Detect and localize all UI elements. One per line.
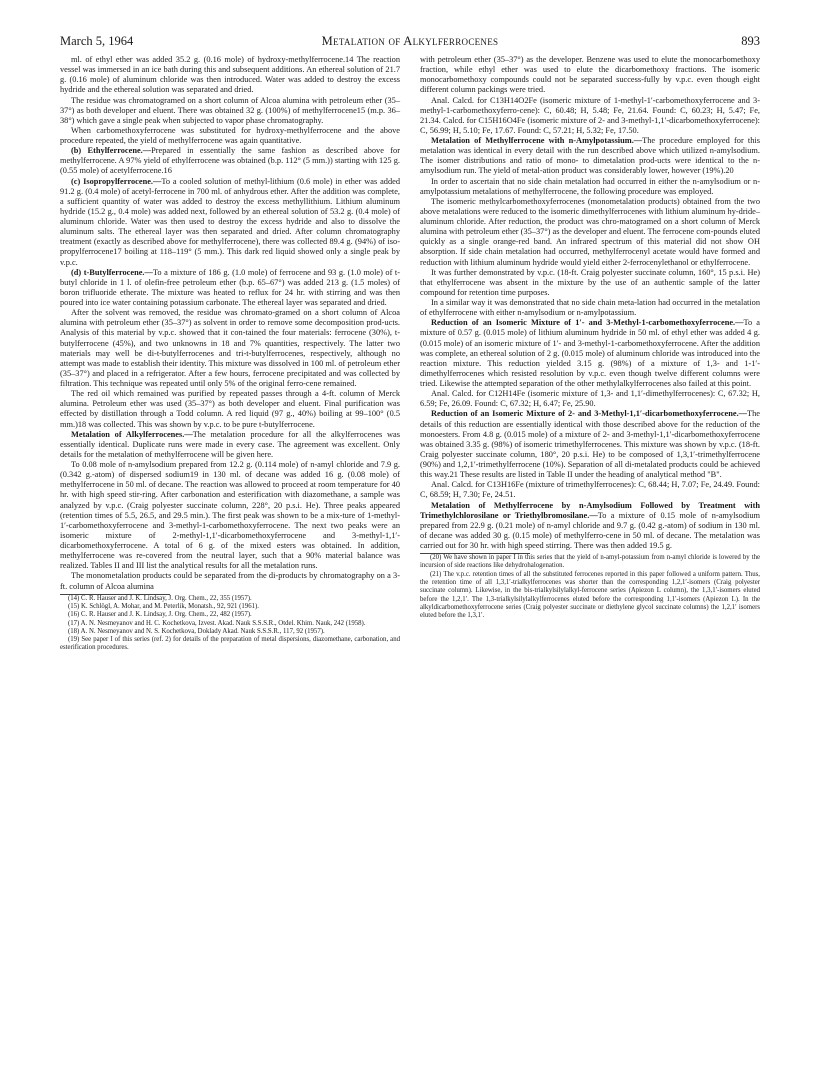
paragraph [60, 55, 400, 96]
paragraph [420, 268, 760, 298]
paragraph-text: Anal. Calcd. for C12H14Fe (isomeric mixture of 1,3- and 1,1′-dimethylferrocenes): C, 67.32; H, 6.59; Fe, 26.09. Found: C, 67.32; H, 6.47; Fe, 25.90. [420, 389, 760, 409]
paragraph [420, 55, 760, 96]
paragraph-text: Anal. Calcd. for C13H16Fe (mixture of trimethylferrocenes): C, 68.44; H, 7.07; Fe, 24.49. Found: C, 68.59; H, 7.30; Fe, 24.51. [420, 480, 760, 500]
paragraph [420, 409, 760, 480]
paragraph [60, 460, 400, 571]
header-date: March 5, 1964 [60, 34, 134, 48]
paragraph [420, 501, 760, 552]
paragraph [60, 177, 400, 268]
paragraph [60, 308, 400, 389]
header-page-number: 893 [741, 34, 760, 48]
section-heading: Reduction of an Isomeric Mixture of 1′- and 3-Methyl-1-carbomethoxyferrocene.— [431, 318, 744, 328]
footnote: (20) We have shown in paper I in this series that the yield of n-amyl-potassium from n-amyl chloride is lowered by the incursion of side reactions like dehydrohalogenation. [420, 554, 760, 570]
section-heading: Metalation of Alkylferrocenes.— [71, 429, 193, 439]
footnote: (19) See paper I of this series (ref. 2) for details of the preparation of metal dispersions, diazomethane, carbonation, and esterification procedures. [60, 636, 400, 652]
paragraph-text: The metalation procedure for all the alkylferrocenes was essentially identical. Duplicate runs were made in every case. The agreement was excellent. Only details for the metalation of methylferrocene will be given here. [60, 429, 400, 459]
section-heading: (d) t-Butylferrocene.— [71, 267, 153, 277]
left-column-body [60, 55, 400, 592]
paragraph [420, 480, 760, 500]
paragraph-text: Anal. Calcd. for C13H14O2Fe (isomeric mixture of 1-methyl-1′-carbomethoxyferrocene and 3-methyl-1-carbomethoxyferro-cene): C, 60.48; H, 5.48; Fe, 21.64. Found: C, 60.23; H, 5.47; Fe, 21.34. Calcd. for C15H16O4Fe (isomeric mixture of 2- and 3-methyl-1,1′-dicarbomethoxyferrocene): C, 56.99; H, 5.10; Fe, 17.67. Found: C, 57.21; H, 5.32; Fe, 17.50. [420, 95, 760, 135]
paragraph [420, 136, 760, 177]
paragraph-text: In a similar way it was demonstrated that no side chain meta-lation had occurred in the metalation of ethylferrocene with either n-amylsodium or n-amylpotassium. [420, 298, 760, 318]
paragraph-text: The isomeric methylcarbomethoxyferrocenes (monometalation products) obtained from the two above metalations were reduced to the isomeric dimethylferrocenes with lithium aluminum hy-dride–aluminum chloride. After reduction, the product was chro-matogramed on a short column of Merck alumina with petroleum ether (35–37°) as the developer and eluent. The ferrocene com-pounds eluted quickly as a single orange-red band. An infrared spectrum of this material did not show OH absorption. If side chain metalation had occurred, methylferrocenyl acetate would have formed and reduction with lithium aluminum hydride would yield either 2-ferrocenylethanol or ethylferrocene. [420, 196, 760, 267]
paragraph [60, 389, 400, 430]
paragraph [60, 430, 400, 460]
left-footnotes [60, 595, 400, 653]
section-heading: (b) Ethylferrocene.— [71, 146, 152, 156]
footnote: (14) C. R. Hauser and J. K. Lindsay, J. Org. Chem., 22, 355 (1957). [68, 594, 252, 602]
paragraph [420, 197, 760, 268]
section-heading: Metalation of Methylferrocene with n-Amylpotassium.— [431, 136, 643, 145]
running-header [60, 34, 760, 52]
paragraph [60, 146, 400, 176]
paragraph-text: ml. of ethyl ether was added 35.2 g. (0.16 mole) of hydroxy-methylferrocene.14 The reaction vessel was immersed in an ice bath during this and subsequent additions. An ethereal solution of 21.7 g. (0.16 mole) of aluminum chloride was then introduced. Water was added to destroy the excess hydride and the ethereal solution was separated and dried. [60, 55, 400, 95]
footnote: (16) C. R. Hauser and J. K. Lindsay, J. Org. Chem., 22, 482 (1957). [68, 611, 252, 619]
paragraph [420, 318, 760, 389]
right-column [420, 55, 760, 621]
paragraph-text: To 0.08 mole of n-amylsodium prepared from 12.2 g. (0.114 mole) of n-amyl chloride and 7.9 g. (0.342 g.-atom) of dispersed sodium19 in 130 ml. of decane was added 16 g. (0.08 mole) of methylferrocene in 50 ml. of decane. The reaction was allowed to proceed at room temperature for 40 hr. with high speed stir-ring. After carbonation and esterification with diazomethane, a sample was analyzed by v.p.c. (Craig polyester succinate column, 228°, 20 p.s.i. He). Three peaks appeared (retention times of 5.5, 26.5, and 29.5 min.). The first peak was shown to be a mix-ture of 1-methyl-1′-carbomethoxyferrocene and 3-methyl-1-carbomethoxyferrocene. The next two peaks were an isomeric mixture of 2-methyl-1,1′-dicarbomethoxyferrocene and 3-methyl-1,1′-dicarbomethoxyferrocene. A total of 6 g. of the mixed esters was obtained. In addition, methylferrocene was re-covered from the neutral layer, such that a 90% material balance was realized. Tables II and III list the analytical results for all the metalation runs. [60, 460, 400, 571]
section-heading: (c) Isopropylferrocene.— [71, 176, 162, 186]
paragraph [60, 96, 400, 126]
right-footnotes [420, 554, 760, 620]
paragraph-text: It was further demonstrated by v.p.c. (18-ft. Craig polyester succinate column, 160°, 15 p.s.i. He) that ethylferrocene was absent in the mixture by the use of an authentic sample of the latter compound for retention time purposes. [420, 267, 760, 297]
paragraph-text: When carbomethoxyferrocene was substituted for hydroxy-methylferrocene and the above procedure repeated, the yield of methylferrocene was again quantitative. [60, 125, 400, 145]
paragraph [60, 126, 400, 146]
paragraph [60, 571, 400, 591]
footnote: (17) A. N. Nesmeyanov and H. C. Kochetkova, Izvest. Akad. Nauk S.S.S.R., Otdel. Khim. Nauk, 242 (1958). [68, 619, 366, 627]
paragraph-text: The residue was chromatogramed on a short column of Alcoa alumina with petroleum ether (35–37°) as both developer and eluent. There was obtained 32 g. (100%) of methylferrocene15 (m.p. 36–38°) which gave a single peak when subjected to vapor phase chromatography. [60, 95, 400, 125]
paragraph [420, 389, 760, 409]
paragraph-text: Prepared in essentially the same fashion as described above for methylferrocene. A 97% yield of ethylferrocene was obtained (b.p. 112° (5 mm.)) starting with 125 g. (0.55 mole) of acetylferrocene.16 [60, 146, 400, 176]
footnote: (21) The v.p.c. retention times of all the substituted ferrocenes reported in this paper followed a uniform pattern. Thus, the retention time of all 1,3,1′-trialkylferrocenes was shorter than the corresponding 1,2,1′-isomers (Craig polyester succinate column). Likewise, in the bis-trialkylsilylalkyl-ferrocene series (Apiezon L column), the 1,3,1′-isomers eluted before the 1,2,1′. The 1,3-trialkylsilylalkylferrocenes eluted before the corresponding 1,1′-isomers (Apiezon L). In the alkyldicarbomethoxyferrocene series (Craig polyester succinate or diethylene glycol succinate columns) the 1,2,1′ isomers eluted before the 1,3,1′. [420, 570, 760, 620]
paragraph-text: After the solvent was removed, the residue was chromato-gramed on a short column of Alcoa alumina with petroleum ether (35–37°) as solvent in order to remove some decomposition prod-ucts. Analysis of this material by v.p.c. showed that it con-tained the four materials: ferrocene (30%), t-butylferrocene (45%), and two unknowns in 18 and 7% quantities, respectively. The latter two materials may well be di-t-butylferrocenes and tri-t-butylferrocenes, respectively, although no attempt was made to establish their identity. This mixture was dissolved in 100 ml. of petroleum ether (35–37°) and placed in a refrigerator. After a few hours, ferrocene precipitated and was collected by filtration. This technique was repeated until only 5% of the original ferro-cene remained. [60, 308, 400, 388]
paragraph-text: The details of this reduction are essentially identical with those described above for the reduction of the monoesters. From 4.8 g. (0.015 mole) of a mixture of 2- and 3-methyl-1,1′-dicarbomethoxyferrocene was obtained 3.35 g. (98%) of isomeric trimethylferrocenes. This mixture was shown by v.p.c. (18-ft. Craig polyester succinate column, 180°, 20 p.s.i. He) to be composed of 1,3,1′-trimethylferrocene (90%) and 1,2,1′-trimethylferrocene (10%). Separation of all di-metalated products could be achieved this way.21 These results are listed in Table II under the heading of analytical method "B". [420, 409, 760, 480]
paragraph-text: To a cooled solution of methyl-lithium (0.6 mole) in ether was added 91.2 g. (0.4 mole) of acetyl-ferrocene in 700 ml. of anhydrous ether. After the addition was complete, a sufficient quantity of water was added to destroy the excess methyllithium. Lithium aluminum hydride (15.2 g., 0.4 mole) was added next, followed by an ethereal solution of 53.2 g. (0.4 mole) of aluminum chloride. Water was then used to destroy the excess hydride and also to dissolve the aluminum salts. The ethereal layer was then separated and dried. After column chromatography treatment (exactly as described above for methylferrocene), there was collected 89.4 g. (94%) of iso-propylferrocene17 boiling at 118–119° (5 mm.). This dark red liquid showed only a single peak by v.p.c. [60, 176, 400, 267]
paragraph [420, 177, 760, 197]
paragraph-text: The red oil which remained was purified by repeated passes through a 4-ft. column of Merck alumina. Petroleum ether was used (35–37°) as both developer and eluent. Final purification was effected by distillation through a Todd column. A red liquid (97 g., 40%) boiling at 99–100° (0.5 mm.)18 was collected. This was shown by v.p.c. to be pure t-butylferrocene. [60, 389, 400, 429]
paragraph [60, 268, 400, 309]
paragraph-text: The procedure employed for this metalation was identical in every detail with the run described above which utilized n-amylsodium. The isomer distributions and ratio of mono- to dimetalation prod-ucts were identical to the n-amylsodium run. The yield of metal-ation product was considerably lower, however (19%).20 [420, 136, 760, 176]
section-heading: Metalation of Methylferrocene by n-Amylsodium Followed by Treatment with Trimethylchlorosilane or Triethylbromosilane.— [420, 500, 760, 520]
paragraph-text: The monometalation products could be separated from the di-products by chromatography on a 3-ft. column of Alcoa alumina [60, 571, 400, 591]
header-title: Metalation of Alkylferrocenes [321, 34, 499, 48]
paragraph-text: To a mixture of 186 g. (1.0 mole) of ferrocene and 93 g. (1.0 mole) of t-butyl chloride in 1 l. of olefin-free petroleum ether (b.p. 65–67°) was added 213 g. (1.5 moles) of boron trifluoride etherate. The mixture was heated to reflux for 24 hr. with stirring and was then poured into ice water containing potassium carbonate. The ethereal layer was separated and dried. [60, 267, 400, 307]
paragraph-text: with petroleum ether (35–37°) as the developer. Benzene was used to elute the monocarbomethoxy fraction, while ethyl ether was used to elute the dicarbomethoxy fractions. The isomeric monocarbomethoxy compounds could not be separated success-fully by v.p.c. even though eight different column packings were tried. [420, 55, 760, 95]
paragraph-text: To a mixture of 0.15 mole of n-amylsodium prepared from 22.9 g. (0.21 mole) of n-amyl chloride and 9.7 g. (0.42 g.-atom) of sodium in 130 ml. of decane was added 30 g. (0.15 mole) of methylferro-cene in 50 ml. of decane. The metalation was carried out for 30 hr. with high speed stirring. There was then added 19.5 g. [420, 510, 760, 550]
paragraph-text: To a mixture of 0.57 g. (0.015 mole) of lithium aluminum hydride in 50 ml. of ethyl ether was added 4 g. (0.015 mole) of an isomeric mixture of 1′- and 3-methyl-1-carbomethoxyferrocene. After the addition was complete, an ethereal solution of 2 g. (0.015 mole) of aluminum chloride was introduced into the reaction mixture. This reduction yielded 3.15 g. (98%) of a mixture of 1,3- and 1-1′-dimethylferrocenes which resisted resolution by v.p.c. even though twelve different columns were tried. Likewise the attempted separation of the other methylalkylferrocenes also failed at this point. [420, 318, 760, 388]
paragraph-text: In order to ascertain that no side chain metalation had occurred in either the n-amylsodium or n-amylpotassium metalations of methylferrocene, the following procedure was employed. [420, 176, 760, 196]
footnote: (15) K. Schlögl, A. Mohar, and M. Peterlik, Monatsh., 92, 921 (1961). [68, 602, 259, 610]
right-column-body [420, 55, 760, 551]
footnote: (18) A. N. Nesmeyanov and N. S. Kochetkova, Doklady Akad. Nauk S.S.S.R., 117, 92 (1957). [68, 627, 325, 635]
paragraph [420, 298, 760, 318]
paragraph [420, 96, 760, 137]
left-column [60, 55, 400, 653]
section-heading: Reduction of an Isomeric Mixture of 2- and 3-Methyl-1,1′-dicarbomethoxyferrocene.— [431, 409, 748, 419]
